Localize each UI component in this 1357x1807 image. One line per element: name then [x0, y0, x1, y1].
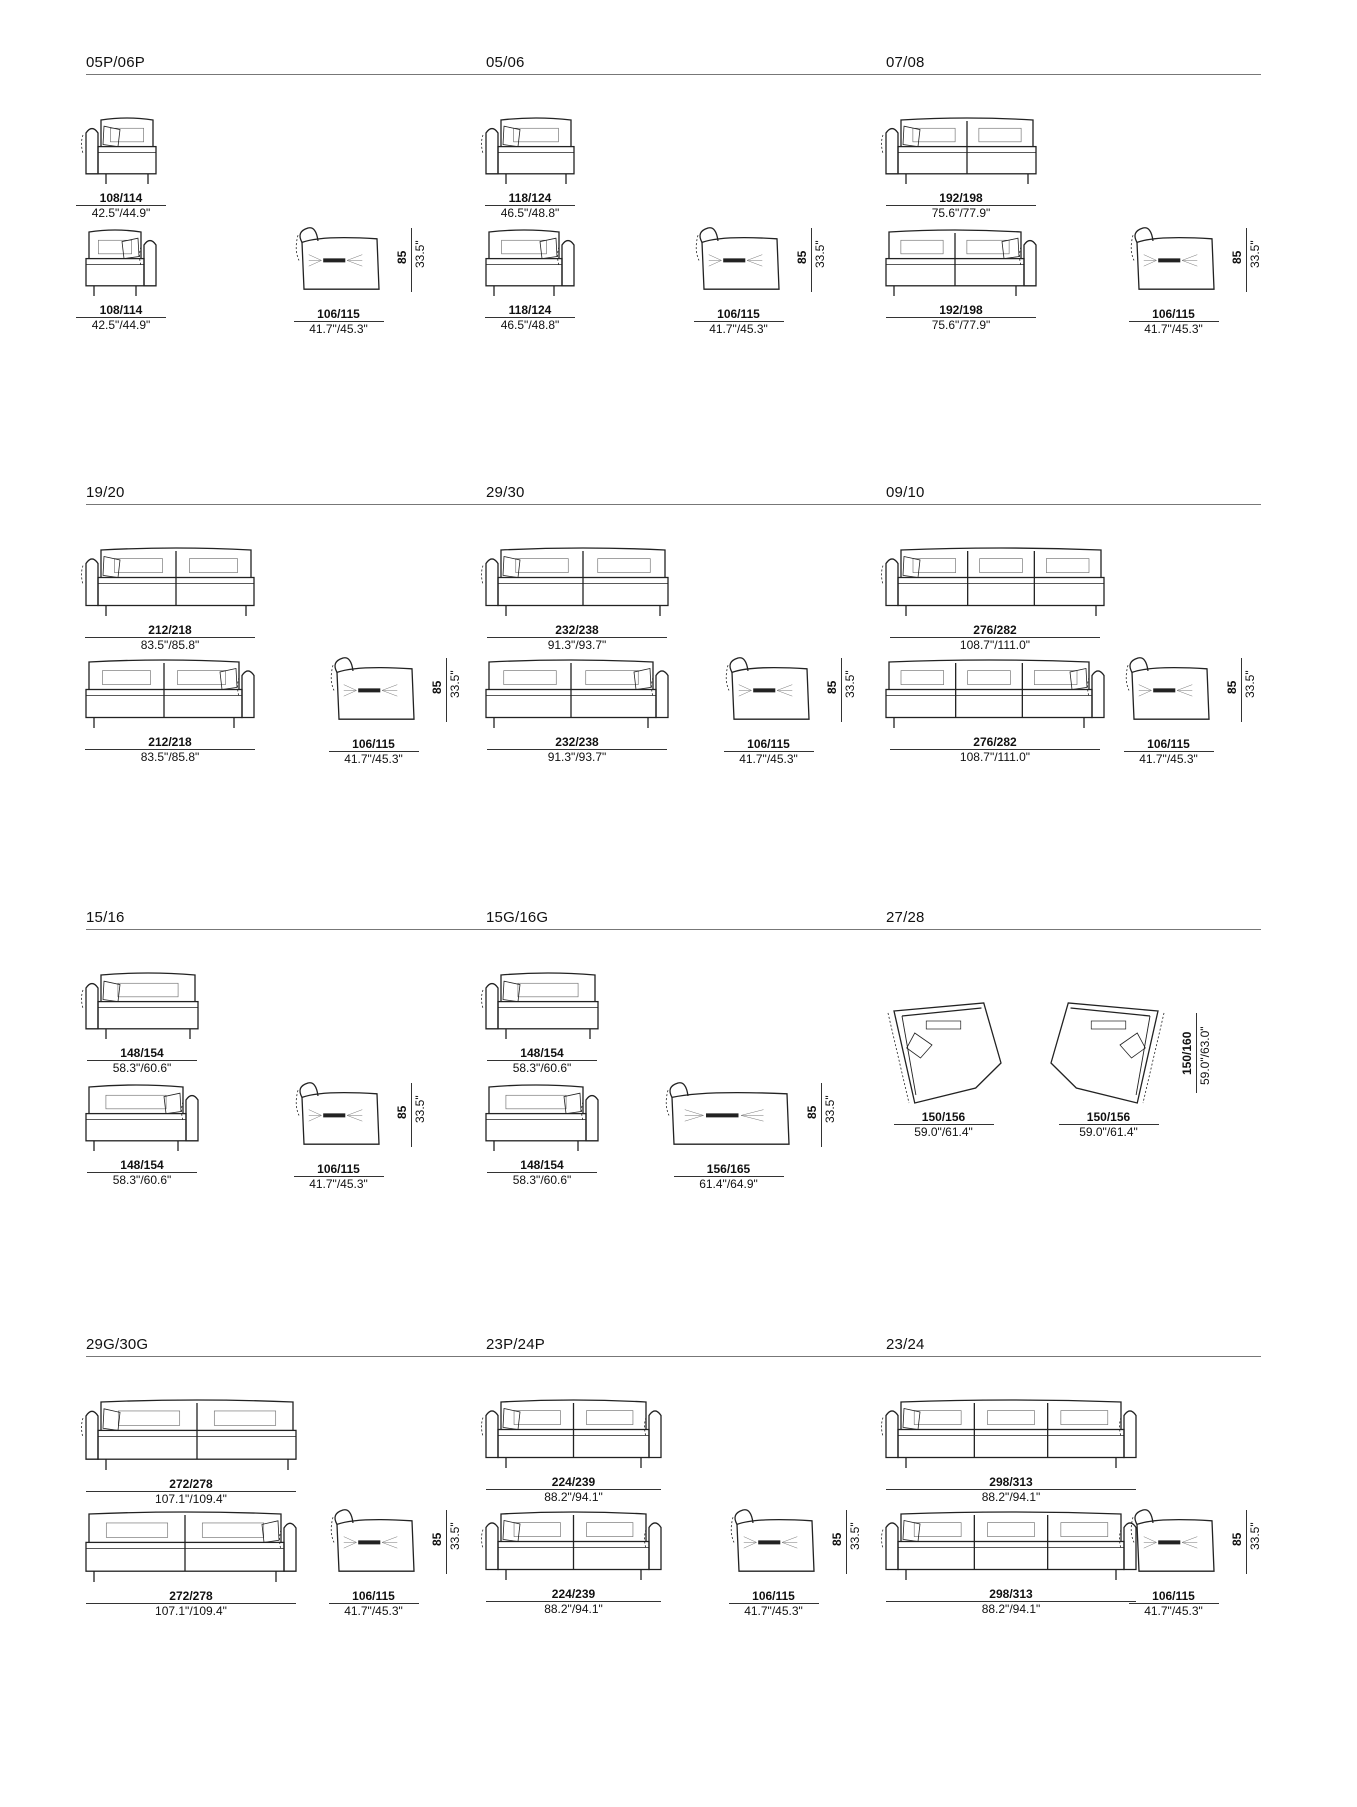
width-dimension	[1124, 738, 1214, 766]
line-drawing	[731, 1510, 816, 1582]
height-cm: 85	[1225, 680, 1239, 694]
width-inches: 41.7"/45.3"	[1129, 321, 1219, 336]
line-drawing	[886, 1398, 1136, 1468]
line-drawing	[886, 116, 1036, 184]
height-dimension-line	[1246, 1510, 1247, 1574]
height-dimension	[825, 658, 857, 722]
width-inches: 42.5"/44.9"	[76, 317, 166, 332]
section-rule	[486, 929, 886, 930]
sofa-front-view-drawing	[86, 228, 156, 296]
width-cm: 106/115	[317, 1162, 360, 1176]
width-cm: 106/115	[1152, 1589, 1195, 1603]
sofa-front-view-drawing	[486, 546, 668, 616]
width-cm: 106/115	[317, 307, 360, 321]
line-drawing	[86, 1398, 296, 1470]
sofa-front-view-drawing	[886, 1398, 1136, 1468]
line-drawing	[886, 1003, 1001, 1103]
width-inches: 75.6"/77.9"	[886, 205, 1036, 220]
width-inches: 59.0"/61.4"	[1059, 1124, 1159, 1139]
width-cm: 156/165	[706, 1162, 751, 1176]
sofa-front-view-drawing	[886, 658, 1104, 728]
height-inches: 33.5"	[813, 240, 827, 268]
width-dimension	[87, 1047, 197, 1075]
sofa-front-view-drawing	[86, 1510, 296, 1582]
width-cm: 118/124	[508, 191, 552, 205]
line-drawing	[1131, 1510, 1216, 1582]
line-drawing	[86, 228, 156, 296]
width-dimension	[886, 1588, 1136, 1616]
width-cm: 272/278	[169, 1589, 213, 1603]
sofa-front-view-drawing	[886, 1510, 1136, 1580]
width-inches: 46.5"/48.8"	[485, 317, 575, 332]
height-dimension	[430, 1510, 462, 1574]
section-rule	[86, 1356, 486, 1357]
line-drawing	[86, 658, 254, 728]
line-drawing	[86, 116, 156, 184]
section-rule	[486, 504, 886, 505]
height-inches: 33.5"	[1248, 240, 1262, 268]
width-dimension	[1129, 1590, 1219, 1618]
section-rule	[86, 74, 486, 75]
width-inches: 58.3"/60.6"	[487, 1060, 597, 1075]
width-dimension	[329, 1590, 419, 1618]
width-inches: 75.6"/77.9"	[886, 317, 1036, 332]
height-dimension-line	[446, 1510, 447, 1574]
side-view-drawing	[1126, 658, 1211, 730]
side-view-drawing	[1131, 228, 1216, 300]
height-inches: 33.5"	[848, 1522, 862, 1550]
sofa-front-view-drawing	[86, 1083, 198, 1151]
height-dimension	[1230, 228, 1262, 292]
width-cm: 212/218	[148, 735, 192, 749]
sofa-front-view-drawing	[486, 971, 598, 1039]
height-cm: 85	[830, 1532, 844, 1546]
section-code: 15/16	[86, 909, 125, 926]
section-rule	[86, 504, 486, 505]
side-view-drawing	[696, 228, 781, 300]
line-drawing	[886, 546, 1104, 616]
height-dimension	[395, 228, 427, 292]
width-cm: 272/278	[169, 1477, 213, 1491]
line-drawing	[886, 228, 1036, 296]
side-view-drawing	[666, 1083, 791, 1155]
sofa-front-view-drawing	[86, 1398, 296, 1470]
width-inches: 41.7"/45.3"	[329, 751, 419, 766]
width-dimension	[86, 1478, 296, 1506]
height-dimension	[1180, 1013, 1212, 1093]
section-code: 07/08	[886, 54, 925, 71]
width-cm: 106/115	[352, 1589, 395, 1603]
line-drawing	[726, 658, 811, 730]
height-dimension	[805, 1083, 837, 1147]
height-dimension-line	[821, 1083, 822, 1147]
height-cm: 85	[430, 1532, 444, 1546]
width-cm: 118/124	[508, 303, 552, 317]
height-inches: 33.5"	[1248, 1522, 1262, 1550]
section-code: 05P/06P	[86, 54, 145, 71]
width-inches: 58.3"/60.6"	[87, 1172, 197, 1187]
width-cm: 276/282	[973, 735, 1017, 749]
width-dimension	[487, 624, 667, 652]
sofa-front-view-drawing	[486, 1398, 661, 1468]
sofa-front-view-drawing	[886, 546, 1104, 616]
height-dimension-line	[846, 1510, 847, 1574]
section-code: 23P/24P	[486, 1336, 545, 1353]
width-dimension	[87, 1159, 197, 1187]
side-view-drawing	[296, 1083, 381, 1155]
width-dimension	[886, 1476, 1136, 1504]
line-drawing	[86, 1510, 296, 1582]
width-dimension	[329, 738, 419, 766]
width-dimension	[485, 192, 575, 220]
width-inches: 83.5"/85.8"	[85, 637, 255, 652]
height-inches: 33.5"	[413, 1095, 427, 1123]
height-inches: 33.5"	[823, 1095, 837, 1123]
width-cm: 108/114	[99, 303, 143, 317]
width-cm: 232/238	[555, 623, 599, 637]
height-dimension	[430, 658, 462, 722]
height-dimension-line	[841, 658, 842, 722]
width-inches: 41.7"/45.3"	[694, 321, 784, 336]
side-view-drawing	[296, 228, 381, 300]
line-drawing	[296, 1083, 381, 1155]
line-drawing	[486, 1510, 661, 1580]
sofa-front-view-drawing	[86, 658, 254, 728]
line-drawing	[331, 658, 416, 730]
line-drawing	[486, 658, 668, 728]
width-dimension	[886, 192, 1036, 220]
width-cm: 212/218	[148, 623, 192, 637]
width-dimension	[1129, 308, 1219, 336]
width-cm: 150/156	[1086, 1110, 1131, 1124]
width-inches: 108.7"/111.0"	[890, 637, 1100, 652]
width-cm: 192/198	[939, 191, 983, 205]
section-code: 19/20	[86, 484, 125, 501]
height-dimension	[830, 1510, 862, 1574]
height-dimension-line	[446, 658, 447, 722]
height-dimension-line	[411, 1083, 412, 1147]
sofa-front-view-drawing	[486, 228, 574, 296]
height-dimension	[1230, 1510, 1262, 1574]
width-dimension	[894, 1111, 994, 1139]
width-inches: 91.3"/93.7"	[487, 749, 667, 764]
sofa-front-view-drawing	[86, 971, 198, 1039]
height-dimension-line	[411, 228, 412, 292]
side-view-drawing	[331, 1510, 416, 1582]
width-cm: 232/238	[555, 735, 599, 749]
width-dimension	[485, 304, 575, 332]
width-dimension	[694, 308, 784, 336]
width-inches: 91.3"/93.7"	[487, 637, 667, 652]
width-dimension	[724, 738, 814, 766]
width-dimension	[674, 1163, 784, 1191]
height-inches: 33.5"	[1243, 670, 1257, 698]
section-code: 09/10	[886, 484, 925, 501]
height-dimension	[795, 228, 827, 292]
width-cm: 106/115	[747, 737, 790, 751]
width-dimension	[487, 736, 667, 764]
section-rule	[886, 74, 1261, 75]
width-cm: 148/154	[120, 1158, 164, 1172]
width-inches: 108.7"/111.0"	[890, 749, 1100, 764]
section-code: 29/30	[486, 484, 525, 501]
height-dimension	[1225, 658, 1257, 722]
width-cm: 148/154	[520, 1046, 564, 1060]
width-inches: 42.5"/44.9"	[76, 205, 166, 220]
width-inches: 58.3"/60.6"	[87, 1060, 197, 1075]
height-cm: 85	[795, 250, 809, 264]
width-cm: 148/154	[120, 1046, 164, 1060]
corner-module-drawing	[886, 1003, 1001, 1103]
height-inches: 33.5"	[448, 670, 462, 698]
width-dimension	[294, 308, 384, 336]
width-cm: 106/115	[352, 737, 395, 751]
line-drawing	[486, 1083, 598, 1151]
section-code: 23/24	[886, 1336, 925, 1353]
height-cm: 150/160	[1180, 1031, 1194, 1075]
line-drawing	[486, 971, 598, 1039]
line-drawing	[86, 1083, 198, 1151]
width-dimension	[890, 736, 1100, 764]
width-cm: 106/115	[1147, 737, 1190, 751]
height-inches: 33.5"	[843, 670, 857, 698]
line-drawing	[1131, 228, 1216, 300]
sofa-front-view-drawing	[86, 116, 156, 184]
width-dimension	[890, 624, 1100, 652]
width-dimension	[76, 192, 166, 220]
width-dimension	[85, 624, 255, 652]
width-inches: 107.1"/109.4"	[86, 1603, 296, 1618]
width-cm: 192/198	[939, 303, 983, 317]
height-cm: 85	[1230, 1532, 1244, 1546]
sofa-front-view-drawing	[86, 546, 254, 616]
width-cm: 148/154	[520, 1158, 564, 1172]
height-inches: 33.5"	[448, 1522, 462, 1550]
height-cm: 85	[395, 250, 409, 264]
width-inches: 41.7"/45.3"	[329, 1603, 419, 1618]
height-dimension-line	[1241, 658, 1242, 722]
height-cm: 85	[430, 680, 444, 694]
width-dimension	[487, 1047, 597, 1075]
height-dimension-line	[1196, 1013, 1197, 1093]
line-drawing	[486, 116, 574, 184]
width-dimension	[76, 304, 166, 332]
width-inches: 59.0"/61.4"	[894, 1124, 994, 1139]
width-dimension	[85, 736, 255, 764]
height-dimension-line	[811, 228, 812, 292]
width-dimension	[487, 1159, 597, 1187]
section-rule	[886, 1356, 1261, 1357]
line-drawing	[486, 228, 574, 296]
width-inches: 41.7"/45.3"	[729, 1603, 819, 1618]
height-inches: 59.0"/63.0"	[1198, 1026, 1212, 1085]
height-cm: 85	[825, 680, 839, 694]
width-inches: 41.7"/45.3"	[294, 1176, 384, 1191]
side-view-drawing	[331, 658, 416, 730]
width-inches: 61.4"/64.9"	[674, 1176, 784, 1191]
width-dimension	[729, 1590, 819, 1618]
width-inches: 88.2"/94.1"	[886, 1601, 1136, 1616]
width-inches: 88.2"/94.1"	[886, 1489, 1136, 1504]
height-dimension-line	[1246, 228, 1247, 292]
line-drawing	[86, 971, 198, 1039]
side-view-drawing	[1131, 1510, 1216, 1582]
width-inches: 83.5"/85.8"	[85, 749, 255, 764]
line-drawing	[696, 228, 781, 300]
width-dimension	[294, 1163, 384, 1191]
side-view-drawing	[731, 1510, 816, 1582]
width-inches: 41.7"/45.3"	[294, 321, 384, 336]
width-cm: 298/313	[989, 1475, 1033, 1489]
height-cm: 85	[395, 1105, 409, 1119]
width-inches: 41.7"/45.3"	[1124, 751, 1214, 766]
width-cm: 224/239	[551, 1475, 596, 1489]
width-inches: 41.7"/45.3"	[1129, 1603, 1219, 1618]
width-cm: 150/156	[921, 1110, 966, 1124]
height-dimension	[395, 1083, 427, 1147]
line-drawing	[486, 546, 668, 616]
width-dimension	[486, 1588, 661, 1616]
width-inches: 41.7"/45.3"	[724, 751, 814, 766]
width-cm: 106/115	[752, 1589, 795, 1603]
section-rule	[886, 929, 1261, 930]
section-rule	[486, 1356, 886, 1357]
width-cm: 276/282	[973, 623, 1017, 637]
width-cm: 298/313	[989, 1587, 1033, 1601]
sofa-front-view-drawing	[486, 658, 668, 728]
width-cm: 108/114	[99, 191, 143, 205]
section-code: 05/06	[486, 54, 525, 71]
width-inches: 58.3"/60.6"	[487, 1172, 597, 1187]
section-code: 15G/16G	[486, 909, 549, 926]
section-rule	[886, 504, 1261, 505]
sofa-front-view-drawing	[486, 1083, 598, 1151]
width-cm: 106/115	[1152, 307, 1195, 321]
line-drawing	[331, 1510, 416, 1582]
width-cm: 106/115	[717, 307, 760, 321]
line-drawing	[666, 1083, 791, 1155]
height-cm: 85	[1230, 250, 1244, 264]
width-inches: 46.5"/48.8"	[485, 205, 575, 220]
height-cm: 85	[805, 1105, 819, 1119]
corner-module-drawing	[1051, 1003, 1166, 1103]
height-inches: 33.5"	[413, 240, 427, 268]
sofa-front-view-drawing	[886, 116, 1036, 184]
section-rule	[86, 929, 486, 930]
width-inches: 88.2"/94.1"	[486, 1489, 661, 1504]
line-drawing	[1051, 1003, 1166, 1103]
width-dimension	[1059, 1111, 1159, 1139]
width-dimension	[86, 1590, 296, 1618]
sofa-front-view-drawing	[486, 116, 574, 184]
width-dimension	[486, 1476, 661, 1504]
line-drawing	[886, 658, 1104, 728]
line-drawing	[486, 1398, 661, 1468]
width-inches: 88.2"/94.1"	[486, 1601, 661, 1616]
section-code: 27/28	[886, 909, 925, 926]
width-cm: 224/239	[551, 1587, 596, 1601]
line-drawing	[86, 546, 254, 616]
line-drawing	[296, 228, 381, 300]
line-drawing	[886, 1510, 1136, 1580]
width-inches: 107.1"/109.4"	[86, 1491, 296, 1506]
sofa-front-view-drawing	[886, 228, 1036, 296]
width-dimension	[886, 304, 1036, 332]
sofa-front-view-drawing	[486, 1510, 661, 1580]
side-view-drawing	[726, 658, 811, 730]
section-rule	[486, 74, 886, 75]
line-drawing	[1126, 658, 1211, 730]
section-code: 29G/30G	[86, 1336, 149, 1353]
